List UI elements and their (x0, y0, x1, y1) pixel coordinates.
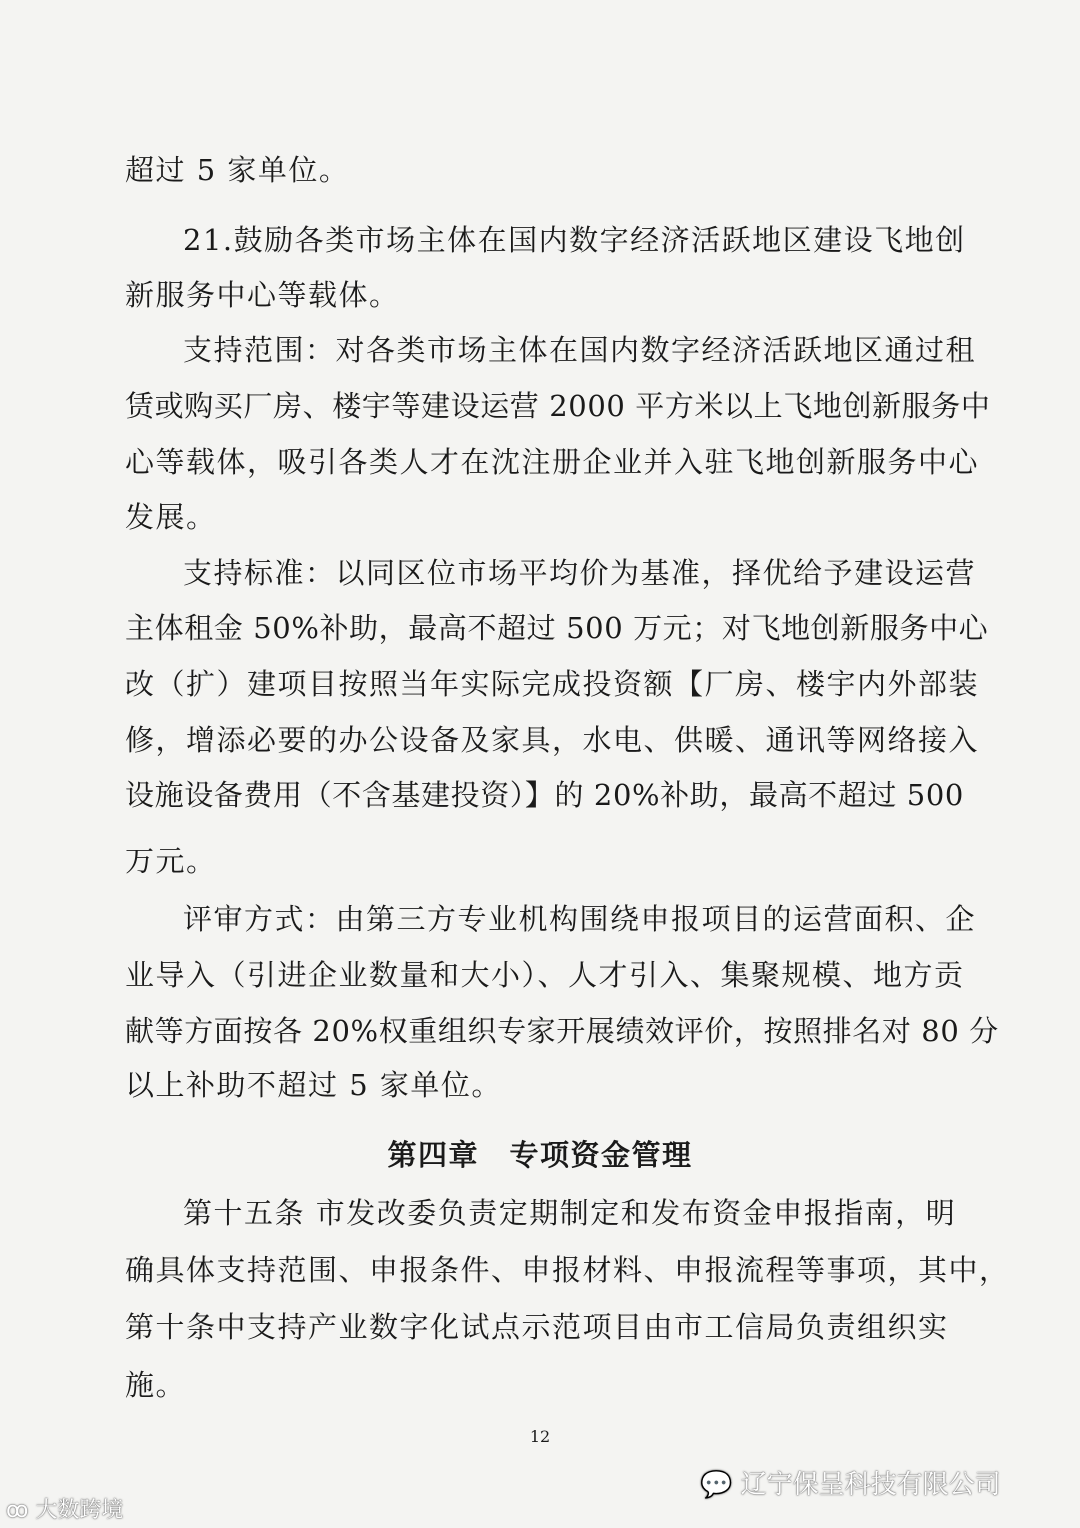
watermark-brand (6, 1493, 123, 1524)
text-line: 评审方式：由第三方专业机构围绕申报项目的运营面积、企 (183, 902, 977, 936)
text-line: 支持范围：对各类市场主体在国内数字经济活跃地区通过租 (183, 333, 977, 367)
text-line: 业导入（引进企业数量和大小）、人才引入、集聚规模、地方贡 (125, 958, 965, 992)
watermark-company-text: 辽宁保呈科技有限公司 (740, 1470, 1001, 1500)
text-line: 施。 (125, 1368, 187, 1402)
page-number: 12 (529, 1427, 551, 1446)
chapter-heading: 第四章 专项资金管理 (387, 1138, 693, 1172)
text-line: 第十五条 市发改委负责定期制定和发布资金申报指南，明 (183, 1196, 957, 1230)
text-line: 赁或购买厂房、楼宇等建设运营 2000 平方米以上飞地创新服务中 (125, 389, 991, 423)
text-line: 超过 5 家单位。 (125, 153, 350, 187)
text-line: 支持标准：以同区位市场平均价为基准，择优给予建设运营 (183, 556, 977, 590)
text-line: 献等方面按各 20%权重组织专家开展绩效评价，按照排名对 80 分 (125, 1014, 999, 1048)
text-line: 设施设备费用（不含基建投资）】的 20%补助，最高不超过 500 (125, 778, 964, 812)
watermark-company (700, 1464, 1001, 1501)
wechat-icon: 💬 (700, 1470, 733, 1500)
text-line: 心等载体，吸引各类人才在沈注册企业并入驻飞地创新服务中心 (125, 445, 980, 479)
text-line: 发展。 (125, 500, 217, 534)
text-line: 改（扩）建项目按照当年实际完成投资额【厂房、楼宇内外部装 (125, 667, 980, 701)
text-line: 以上补助不超过 5 家单位。 (125, 1068, 502, 1102)
brand-logo-icon: ꝏ (6, 1498, 29, 1523)
text-line: 第十条中支持产业数字化试点示范项目由市工信局负责组织实 (125, 1310, 949, 1344)
text-line: 确具体支持范围、申报条件、申报材料、申报流程等事项，其中， (125, 1253, 1010, 1287)
text-line: 修，增添必要的办公设备及家具，水电、供暖、通讯等网络接入 (125, 723, 980, 757)
item-heading: 新服务中心等载体。 (125, 278, 400, 312)
text-line: 主体租金 50%补助，最高不超过 500 万元；对飞地创新服务中心 (125, 611, 989, 645)
watermark-brand-text: 大数跨境 (35, 1498, 124, 1523)
text-line: 万元。 (125, 844, 217, 878)
item-heading: 21.鼓励各类市场主体在国内数字经济活跃地区建设飞地创 (183, 223, 966, 257)
